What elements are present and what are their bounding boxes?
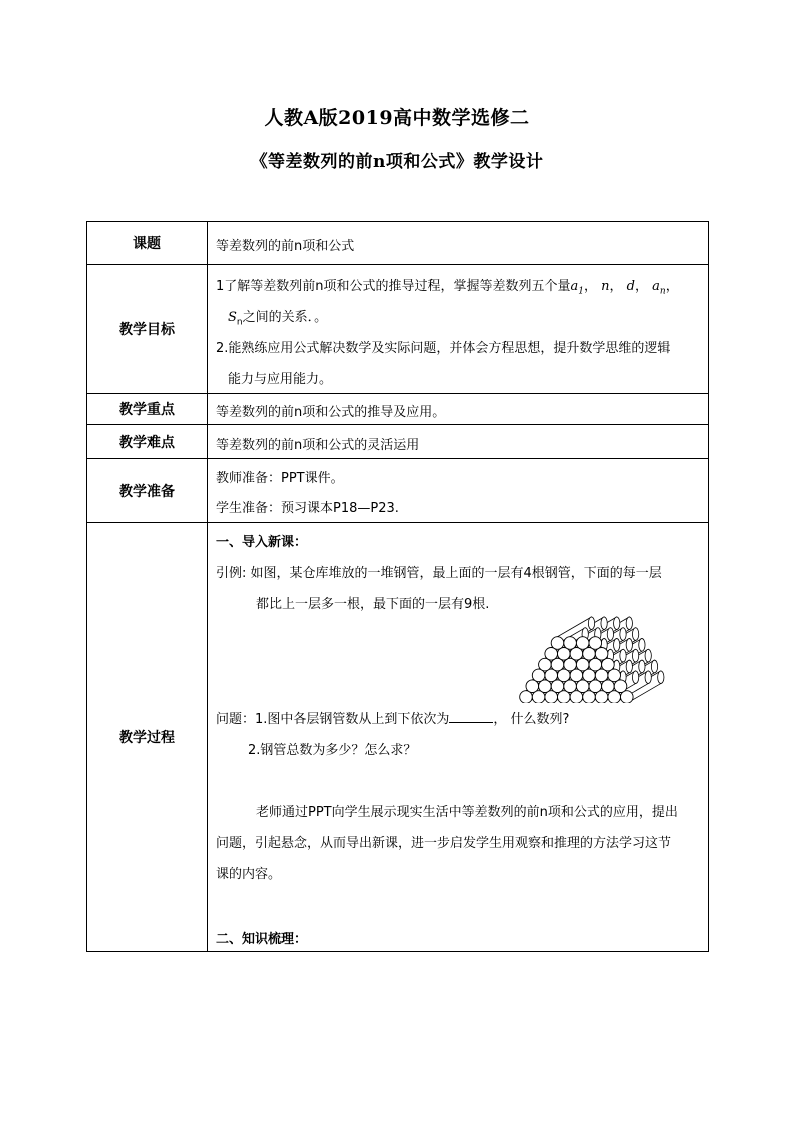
pipe-front-end	[576, 637, 589, 650]
goal-2-line1: 2.能熟练应用公式解决数学及实际问题，并体会方程思想，提升数学思维的逻辑	[216, 341, 671, 356]
question-1: 问题：1.图中各层钢管数从上到下依次为 ， 什么数列?	[216, 712, 570, 727]
pipe-back-end	[645, 649, 651, 662]
pipe-back-end	[632, 671, 638, 684]
row-content-goals	[208, 265, 708, 393]
pipe-back-end	[626, 639, 632, 652]
section-knowledge-heading: 二、知识梳理：	[216, 932, 308, 947]
pipe-front-end	[551, 637, 564, 650]
paragraph-line1: 老师通过PPT向学生展示现实生活中等差数列的前n项和公式的应用，提出	[256, 805, 678, 820]
pipe-back-end	[658, 671, 664, 684]
row-goals	[87, 265, 708, 394]
document-title: 人教A版2019高中数学选修二	[264, 107, 530, 129]
pipe-back-end	[626, 660, 632, 673]
pipe-front-end	[564, 637, 577, 650]
pipe-back-end	[626, 617, 632, 630]
pipe-back-end	[651, 660, 657, 673]
row-label-preparation: 教学准备	[87, 459, 208, 522]
row-label-difficulties: 教学难点	[87, 425, 208, 458]
document-subtitle: 《等差数列的前n项和公式》教学设计	[250, 152, 544, 172]
row-label-topic: 课题	[87, 222, 208, 264]
pipe-back-end	[614, 617, 620, 630]
row-label-key-points: 教学重点	[87, 394, 208, 424]
question-2: 2.钢管总数为多少？怎么求？	[248, 743, 417, 758]
row-preparation	[87, 459, 708, 523]
pipe-back-end	[607, 628, 613, 641]
goal-1-line2: $S_n$之间的关系．。	[228, 310, 328, 328]
difficulties-text: 等差数列的前n项和公式的灵活运用	[216, 438, 420, 453]
pipe-back-end	[620, 628, 626, 641]
row-label-goals: 教学目标	[87, 265, 208, 393]
section-intro-heading: 一、导入新课：	[216, 535, 308, 550]
goal-2-line2: 能力与应用能力。	[228, 372, 333, 387]
row-label-process: 教学过程	[87, 523, 208, 951]
pipe-front-end	[589, 637, 602, 650]
example-line2: 都比上一层多一根，最下面的一层有9根.	[256, 597, 490, 612]
paragraph-line3: 课的内容。	[216, 867, 282, 882]
pipe-back-end	[639, 639, 645, 652]
row-content-topic	[208, 222, 708, 264]
pipe-back-end	[639, 660, 645, 673]
pipe-back-end	[588, 617, 594, 630]
example-line1: 引例: 如图，某仓库堆放的一堆钢管，最上面的一层有4根钢管，下面的每一层	[216, 566, 662, 581]
lesson-plan-table	[86, 221, 709, 952]
goal-1-line1: 1了解等差数列前n项和公式的推导过程，掌握等差数列五个量$a_1$， n， d， $a_n$，	[216, 279, 679, 297]
pipe-back-end	[620, 649, 626, 662]
steel-pipe-stack-illustration	[518, 613, 668, 703]
row-process	[87, 523, 708, 951]
paragraph-line2: 问题，引起悬念，从而导出新课，进一步启发学生用观察和推理的方法学习这节	[216, 836, 672, 851]
row-content-key-points	[208, 394, 708, 424]
pipe-back-end	[645, 671, 651, 684]
row-content-difficulties	[208, 425, 708, 458]
pipe-back-end	[614, 639, 620, 652]
row-content-process	[208, 523, 708, 951]
row-topic	[87, 222, 708, 265]
row-content-preparation	[208, 459, 708, 522]
student-prep: 学生准备：预习课本P18—P23.	[216, 501, 399, 516]
row-difficulties	[87, 425, 708, 459]
answer-blank	[449, 710, 493, 723]
teacher-prep: 教师准备：PPT课件。	[216, 471, 344, 486]
topic-text: 等差数列的前n项和公式	[216, 239, 355, 254]
pipe-back-end	[601, 617, 607, 630]
row-key-points	[87, 394, 708, 425]
pipe-back-end	[632, 628, 638, 641]
key-points-text: 等差数列的前n项和公式的推导及应用。	[216, 405, 446, 420]
pipe-back-end	[632, 649, 638, 662]
